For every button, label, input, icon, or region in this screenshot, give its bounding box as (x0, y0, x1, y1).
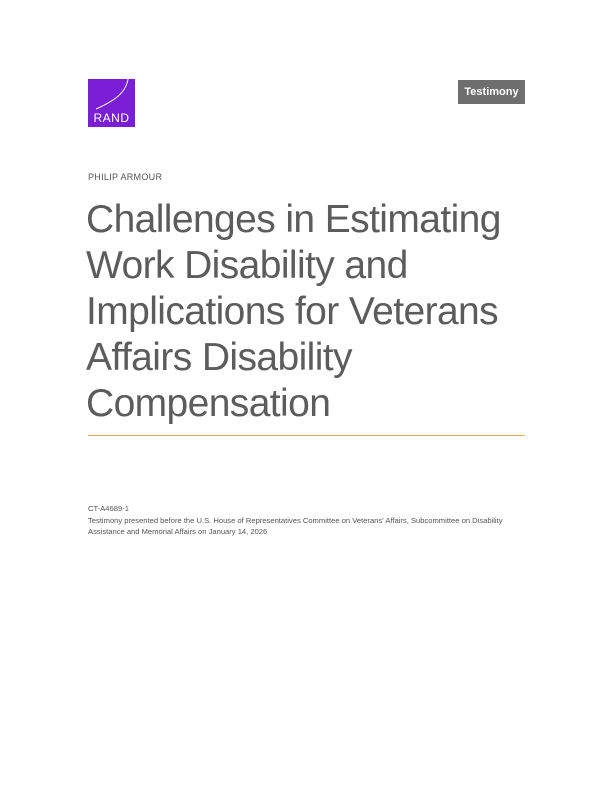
author-name: PHILIP ARMOUR (88, 172, 163, 182)
testimony-description: Testimony presented before the U.S. House of Representatives Committee on Veterans' Affairs, Subcommittee on Disability Assistance and Memorial Affairs on January 14, 2026 (88, 515, 503, 536)
document-meta (88, 503, 528, 538)
logo-text: RAND (93, 111, 130, 125)
rand-logo (88, 79, 135, 127)
document-title: Challenges in Estimating Work Disability and Implications for Veterans Affairs Disability Compensation (86, 198, 501, 425)
document-id: CT-A4689-1 (88, 504, 129, 513)
document-type-badge: Testimony (458, 80, 525, 104)
title-divider (88, 435, 525, 436)
